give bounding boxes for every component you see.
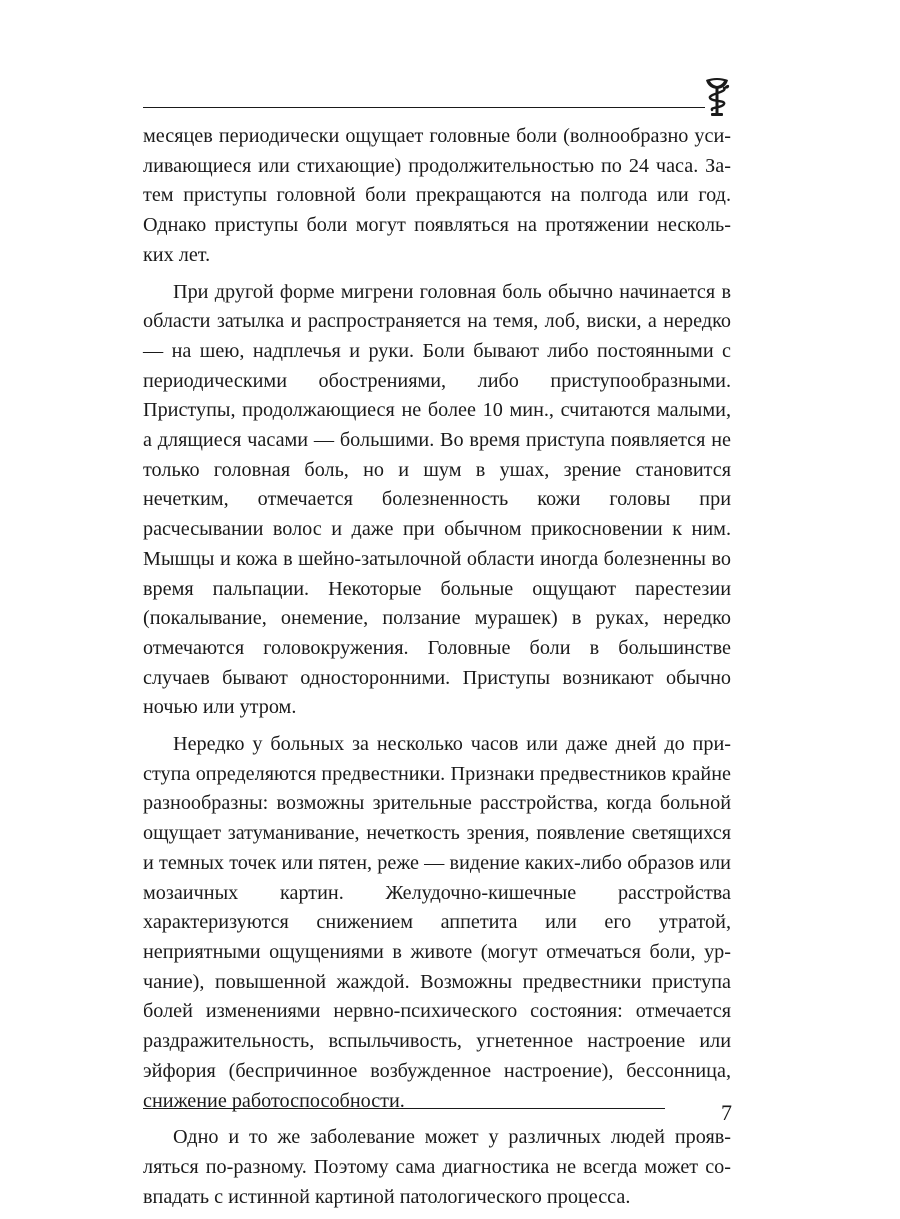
paragraph: При другой форме мигрени головная боль обычно начинается в области затылка и распространяется на темя, лоб, виски, а нередко — на шею, надплечья и руки. Боли бывают либо постоянными с периодическими обострениями, либо приступообразными. Приступы, продолжающиеся не более 10 мин., считаются малыми, а длящиеся часами — большими. Во время приступа появляется не только головная боль, но и шум в ушах, зрение становится нечетким, отмечается болезненность кожи головы при расчесывании волос и даже при обычном прикосновении к ним. Мышцы и кожа в шейно-затылочной области иногда болезненны во время пальпации. Некоторые больные ощущают парестезии (покалывание, онемение, ползание мурашек) в руках, нередко отмечаются головокружения. Головные боли в большинстве случаев бывают односторонними. Приступы возникают обычно ночью или утром. bbox=[143, 280, 731, 719]
page-number: 7 bbox=[721, 1100, 732, 1125]
footer-rule bbox=[143, 1108, 665, 1109]
paragraph: Одно и то же заболевание может у различных людей проявляться по-разному. Поэтому сама диагностика не всегда может совпадать с истинной картиной патологического процесса. bbox=[143, 1126, 731, 1208]
paragraph: месяцев периодически ощущает головные боли (волнообразно усиливающиеся или стихающие) продолжительностью по 24 часа. Затем приступы головной боли прекращаются на полгода или год. Однако приступы боли могут появляться на протяжении нескольких лет. bbox=[143, 125, 731, 266]
paragraph: Нередко у больных за несколько часов или даже дней до приступа определяются предвестники. Признаки предвестников крайне разнообразны: возможны зрительные расстройства, когда больной ощущает затуманивание, нечеткость зрения, появление светящихся и темных точек или пятен, реже — видение каких-либо образов или мозаичных картин. Желудочно-кишечные расстройства характеризуются снижением аппетита или его утратой, неприятными ощущениями в животе (могут отмечаться боли, урчание), повышенной жаждой. Возможны предвестники приступа болей изменениями нервно-психического состояния: отмечается раздражительность, вспыльчивость, угнетенное настроение или эйфория (беспричинное возбужденное настроение), бессонница, снижение работоспособности. bbox=[143, 733, 731, 1112]
body-text bbox=[143, 122, 731, 1219]
header-rule bbox=[143, 107, 705, 108]
bowl-of-hygieia-icon bbox=[702, 74, 732, 118]
